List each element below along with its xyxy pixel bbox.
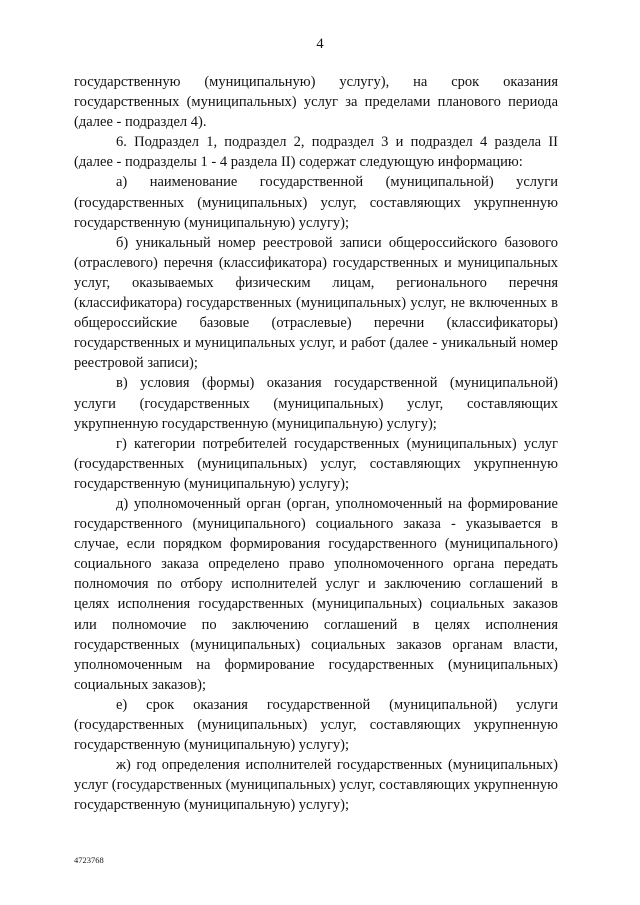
paragraph-item-b: б) уникальный номер реестровой записи общероссийского базового (отраслевого) перечня (классификатора) государственных и муниципальных услуг, оказываемых физическим лицам, регионального перечня (классификатора) государственных (муниципальных) услуг, не включенных в общероссийские базовые (отраслевые) перечни (классификаторы) государственных и муниципальных услуг, и работ (далее - уникальный номер реестровой записи);	[74, 234, 558, 372]
paragraph-item-zh: ж) год определения исполнителей государственных (муниципальных) услуг (государственных (муниципальных) услуг, составляющих укрупненную государственную (муниципальную) услугу);	[74, 757, 558, 814]
page-number: 4	[316, 36, 324, 52]
paragraph-item-e: е) срок оказания государственной (муниципальной) услуги (государственных (муниципальных) услуг, составляющих укрупненную государственную (муниципальную) услугу);	[74, 696, 558, 754]
document-code: 4723768	[74, 855, 104, 865]
paragraph-item-6: 6. Подраздел 1, подраздел 2, подраздел 3 и подраздел 4 раздела II (далее - подразделы 1 - 4 раздела II) содержат следующую информацию:	[74, 134, 558, 171]
paragraph-continuation: государственную (муниципальную) услугу), на срок оказания государственных (муниципальных) услуг за пределами планового периода (далее - подраздел 4).	[74, 74, 558, 131]
document-body	[74, 72, 558, 815]
paragraph-item-v: в) условия (формы) оказания государственной (муниципальной) услуги (государственных (муниципальных) услуг, составляющих укрупненную государственную (муниципальную) услугу);	[74, 375, 558, 432]
paragraph-item-g: г) категории потребителей государственных (муниципальных) услуг (государственных (муниципальных) услуг, составляющих укрупненную государственную (муниципальную) услугу);	[74, 435, 558, 492]
paragraph-item-d: д) уполномоченный орган (орган, уполномоченный на формирование государственного (муниципального) социального заказа - указывается в случае, если порядком формирования государственного (муниципального) социального заказа определено право уполномоченного органа передать полномочия по отбору исполнителей услуг и заключению соглашений в целях исполнения государственных (муниципальных) социальных заказов или полномочие по заключению соглашений в целях исполнения государственных (муниципальных) социальных заказов органам власти, уполномоченным на формирование государственных (муниципальных) социальных заказов);	[74, 495, 558, 693]
paragraph-item-a: а) наименование государственной (муниципальной) услуги (государственных (муниципальных) услуг, составляющих укрупненную государственную (муниципальную) услугу);	[74, 174, 558, 231]
